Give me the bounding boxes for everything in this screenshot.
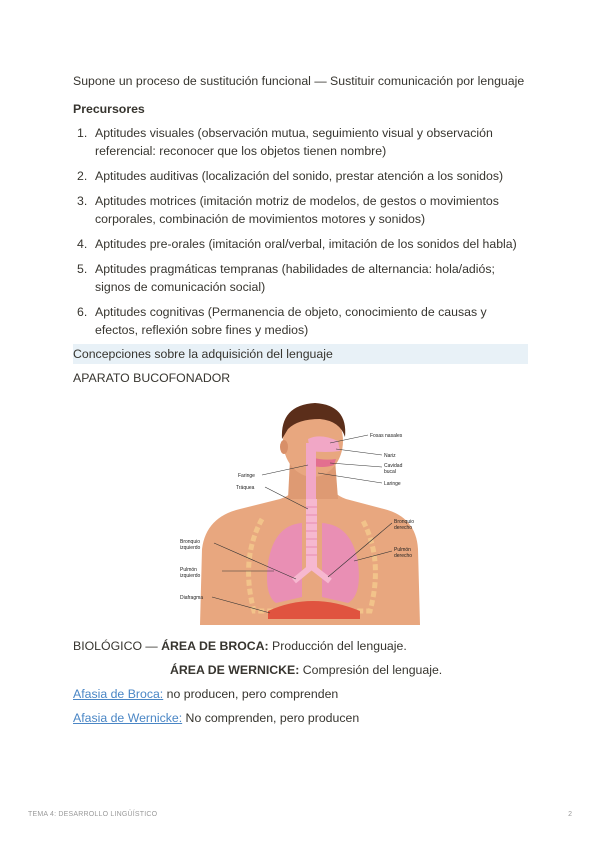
precursores-heading: Precursores [73,102,145,116]
trachea [306,499,317,569]
list-item-text: Aptitudes motrices (imitación motriz de modelos, de gestos o movimientos corporales, combinación de movimientos motores y sonidos) [95,194,499,226]
label-pulmon-derecho-2: derecho [394,553,413,559]
list-number: 4. [77,237,88,251]
label-fosas-nasales: Fosas nasales [370,433,403,439]
label-pulmon-derecho: Pulmón [394,547,411,553]
list-item [73,303,528,339]
list-item-text: Aptitudes auditivas (localización del sonido, prestar atención a los sonidos) [95,169,504,183]
list-item-text: Aptitudes visuales (observación mutua, seguimiento visual y observación referencial: reconocer que los objetos tienen nombre) [95,126,493,158]
label-faringe: Faringe [238,473,255,479]
aparato-heading: APARATO BUCOFONADOR [73,371,231,385]
list-number: 3. [77,194,88,208]
respiratory-diagram [170,399,438,625]
wernicke-area-text: Compresión del lenguaje. [299,663,443,677]
page-content [73,72,528,727]
list-item [73,235,528,253]
label-traquea: Tráquea [236,485,255,491]
list-item-text: Aptitudes cognitivas (Permanencia de objeto, conocimiento de causas y efectos, reflexión sobre fines y medios) [95,305,487,337]
afasia-wernicke-link[interactable]: Afasia de Wernicke: [73,711,183,725]
callout-concepciones: Concepciones sobre la adquisición del lenguaje [73,344,528,364]
list-item [73,167,528,185]
label-diafragma: Diafragma [180,595,204,601]
list-item [73,260,528,296]
list-item [73,192,528,228]
biologico-broca-line [73,637,528,655]
page-number: 2 [568,811,572,818]
afasia-broca-line [73,685,528,703]
list-item-text: Aptitudes pre-orales (imitación oral/verbal, imitación de los sonidos del habla) [95,237,517,251]
label-nariz: Nariz [384,453,396,459]
label-cavidad-bucal: bucal [384,469,396,475]
list-number: 1. [77,126,88,140]
list-item-text: Aptitudes pragmáticas tempranas (habilidades de alternancia: hola/adiós; signos de comunicación social) [95,262,495,294]
label-bronquio-derecho: Bronquio [394,519,415,525]
afasia-broca-link[interactable]: Afasia de Broca: [73,687,164,701]
label-pulmon-izquierdo-2: izquierdo [180,573,201,579]
respiratory-system-figure [170,399,438,625]
label-laringe: Laringe [384,481,401,487]
label-pulmon-izquierdo: Pulmón [180,567,197,573]
afasia-wernicke-text: No comprenden, pero producen [182,711,360,725]
precursores-list [73,124,528,339]
list-number: 2. [77,169,88,183]
list-number: 5. [77,262,88,276]
wernicke-line [73,661,528,679]
biologico-prefix: BIOLÓGICO — [73,639,162,653]
wernicke-area-label: ÁREA DE WERNICKE: [170,663,300,677]
afasia-broca-text: no producen, pero comprenden [163,687,339,701]
label-cavidad: Cavidad [384,463,403,469]
afasia-wernicke-line [73,709,528,727]
ear-shape [280,440,288,454]
intro-text: Supone un proceso de sustitución funcional — Sustituir comunicación por lenguaje [73,74,525,88]
broca-area-label: ÁREA DE BROCA: [161,639,269,653]
list-number: 6. [77,305,88,319]
list-item [73,124,528,160]
label-bronquio-derecho-2: derecho [394,525,413,531]
label-bronquio-izquierdo-2: izquierdo [180,545,201,551]
footer-title: TEMA 4: DESARROLLO LINGÜÍSTICO [28,811,158,818]
broca-area-text: Producción del lenguaje. [268,639,407,653]
label-bronquio-izquierdo: Bronquio [180,539,201,545]
